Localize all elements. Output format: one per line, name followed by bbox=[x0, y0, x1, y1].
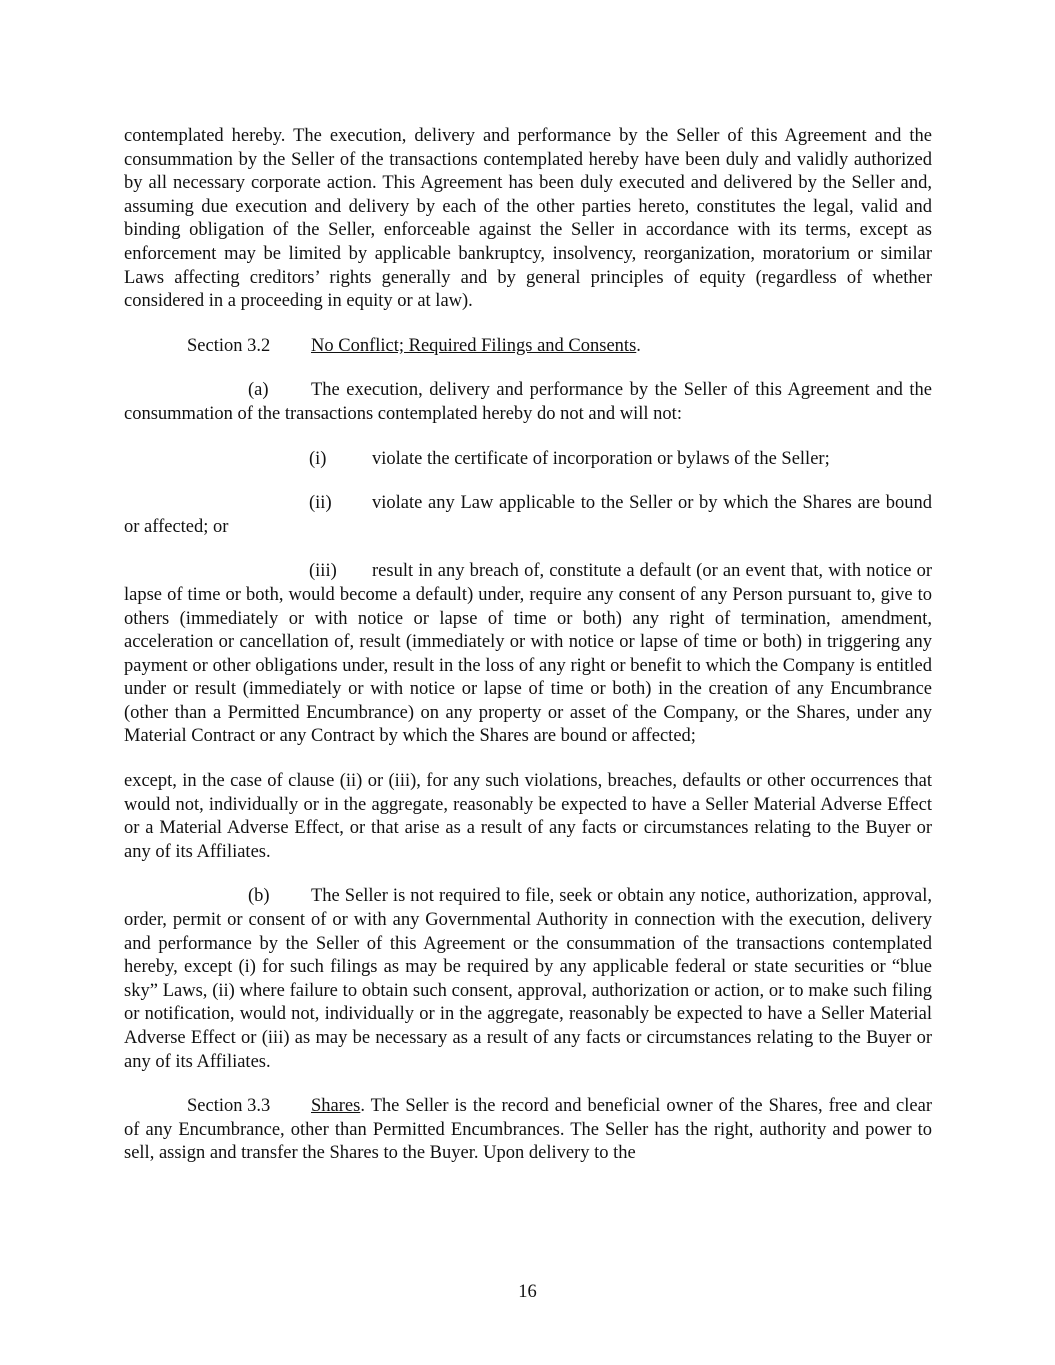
section-number: Section 3.3 bbox=[187, 1096, 271, 1117]
clause-label: (i) bbox=[309, 448, 327, 469]
clause-text: violate any Law applicable to the Seller or by which the Shares are bound or affected; or bbox=[124, 493, 932, 537]
clause-iii bbox=[124, 560, 932, 749]
page-number: 16 bbox=[518, 1282, 537, 1302]
page-body bbox=[124, 125, 932, 1166]
section-title: Shares bbox=[311, 1096, 361, 1117]
subsection-b bbox=[124, 885, 932, 1074]
section-title: No Conflict; Required Filings and Consents bbox=[311, 335, 637, 356]
section-3-3-paragraph bbox=[124, 1095, 932, 1166]
subsection-text: The execution, delivery and performance by the Seller of this Agreement and the consummation of the transactions contemplated hereby do not and will not: bbox=[124, 380, 932, 424]
subsection-a bbox=[124, 379, 932, 426]
section-text: . The Seller is the record and beneficial owner of the Shares, free and clear of any Encumbrance, other than Permitted Encumbrances. The Seller has the right, authority and power to sell, assign and transfer the Shares to the Buyer. Upon delivery to the bbox=[124, 1096, 932, 1164]
subsection-text: The Seller is not required to file, seek or obtain any notice, authorization, approval, order, permit or consent of or with any Governmental Authority in connection with the execution, delivery and performance by the Seller of this Agreement or the consummation of the transactions contemplated hereby, except (i) for such filings as may be required by any applicable federal or state securities or “blue sky” Laws, (ii) where failure to obtain such consent, approval, authorization or action, or to make such filing or notification, would not, individually or in the aggregate, reasonably be expected to have a Seller Material Adverse Effect or (iii) as may be necessary as a result of any facts or circumstances relating to the Buyer or any of its Affiliates. bbox=[124, 886, 932, 1072]
clause-label: (iii) bbox=[309, 561, 337, 582]
clause-text: violate the certificate of incorporation or bylaws of the Seller; bbox=[372, 448, 830, 469]
continuation-paragraph: contemplated hereby. The execution, delivery and performance by the Seller of this Agreement and the consummation by the Seller of the transactions contemplated hereby have been duly and validly authorized by all necessary corporate action. This Agreement has been duly executed and delivered by the Seller and, assuming due execution and delivery by each of the other parties hereto, constitutes the legal, valid and binding obligation of the Seller, enforceable against the Seller in accordance with its terms, except as enforcement may be limited by applicable bankruptcy, insolvency, reorganization, moratorium or similar Laws affecting creditors’ rights generally and by general principles of equity (regardless of whether considered in a proceeding in equity or at law). bbox=[124, 126, 932, 312]
subsection-label: (a) bbox=[248, 380, 269, 401]
clause-label: (ii) bbox=[309, 493, 332, 514]
section-number: Section 3.2 bbox=[187, 335, 271, 356]
section-3-2-heading: Section 3.2 No Conflict; Required Filings and Consents. bbox=[124, 335, 932, 359]
clause-text: result in any breach of, constitute a default (or an event that, with notice or lapse of time or both, would become a default) under, require any consent of any Person pursuant to, give to others (immediately or with notice or lapse of time or both) any right of termination, amendment, acceleration or cancellation of, result (immediately or with notice or lapse of time or both) in triggering any payment or other obligations under, result in the loss of any right or benefit to which the Company is entitled under or result (immediately or with notice or lapse of time or both) in the creation of any Encumbrance (other than a Permitted Encumbrance) on any property or asset of the Company, or the Shares, under any Material Contract or any Contract by which the Shares are bound or affected; bbox=[124, 561, 932, 747]
subsection-label: (b) bbox=[248, 886, 270, 907]
clause-ii bbox=[124, 492, 932, 539]
clause-i bbox=[124, 448, 932, 472]
except-paragraph: except, in the case of clause (ii) or (iii), for any such violations, breaches, defaults or other occurrences that would not, individually or in the aggregate, reasonably be expected to have a Seller Material Adverse Effect or a Material Adverse Effect, or that arise as a result of any facts or circumstances relating to the Buyer or any of its Affiliates. bbox=[124, 771, 932, 862]
